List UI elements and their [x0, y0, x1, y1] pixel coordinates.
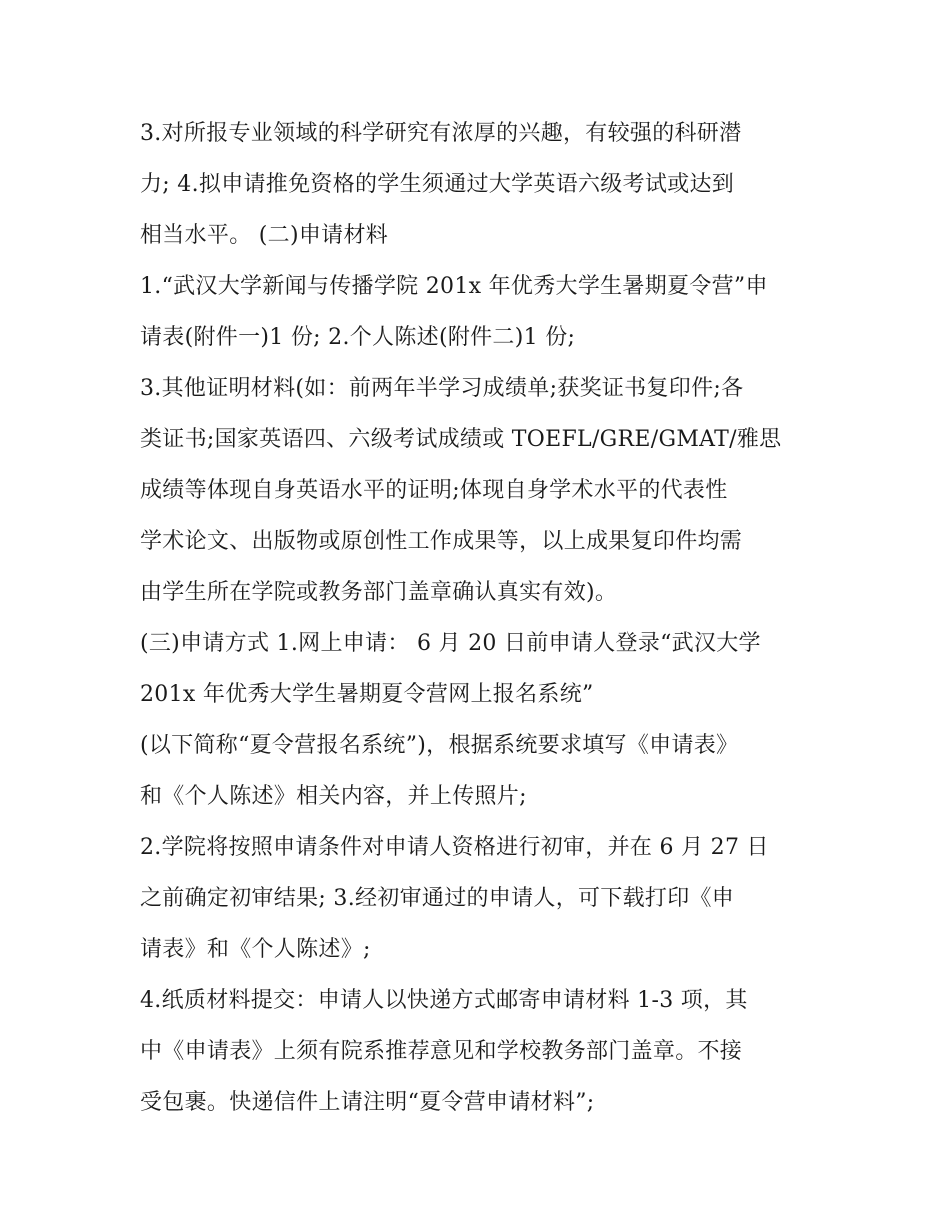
text-line: 学术论文、出版物或原创性工作成果等，以上成果复印件均需: [140, 529, 743, 554]
text-line: 类证书;国家英语四、六级考试成绩或 TOEFL/GRE/GMAT/雅思: [140, 427, 782, 452]
text-line: 请表(附件一)1 份; 2.个人陈述(附件二)1 份;: [140, 325, 576, 350]
text-line: 力; 4.拟申请推免资格的学生须通过大学英语六级考试或达到: [140, 172, 735, 197]
text-line: 中《申请表》上须有院系推荐意见和学校教务部门盖章。不接: [140, 1039, 743, 1064]
text-line: (三)申请方式 1.网上申请： 6 月 20 日前申请人登录“武汉大学: [140, 631, 761, 656]
text-line: 和《个人陈述》相关内容，并上传照片;: [140, 784, 527, 809]
text-line: 4.纸质材料提交：申请人以快递方式邮寄申请材料 1-3 项，其: [140, 988, 748, 1013]
text-line: (以下简称“夏令营报名系统”)，根据系统要求填写《申请表》: [140, 733, 739, 758]
document-body: [140, 108, 815, 1128]
text-line: 由学生所在学院或教务部门盖章确认真实有效)。: [140, 580, 618, 605]
text-line: 3.其他证明材料(如：前两年半学习成绩单;获奖证书复印件;各: [140, 376, 744, 401]
text-line: 3.对所报专业领域的科学研究有浓厚的兴趣，有较强的科研潜: [140, 121, 742, 146]
text-line: 相当水平。 (二)申请材料: [140, 223, 389, 248]
text-line: 受包裹。快递信件上请注明“夏令营申请材料”;: [140, 1090, 595, 1115]
text-line: 之前确定初审结果; 3.经初审通过的申请人，可下载打印《申: [140, 886, 735, 911]
text-line: 成绩等体现自身英语水平的证明;体现自身学术水平的代表性: [140, 478, 728, 503]
text-line: 1.“武汉大学新闻与传播学院 201x 年优秀大学生暑期夏令营”申: [140, 274, 768, 299]
text-line: 请表》和《个人陈述》;: [140, 937, 371, 962]
text-line: 2.学院将按照申请条件对申请人资格进行初审，并在 6 月 27 日: [140, 835, 769, 860]
text-line: 201x 年优秀大学生暑期夏令营网上报名系统”: [140, 682, 594, 707]
